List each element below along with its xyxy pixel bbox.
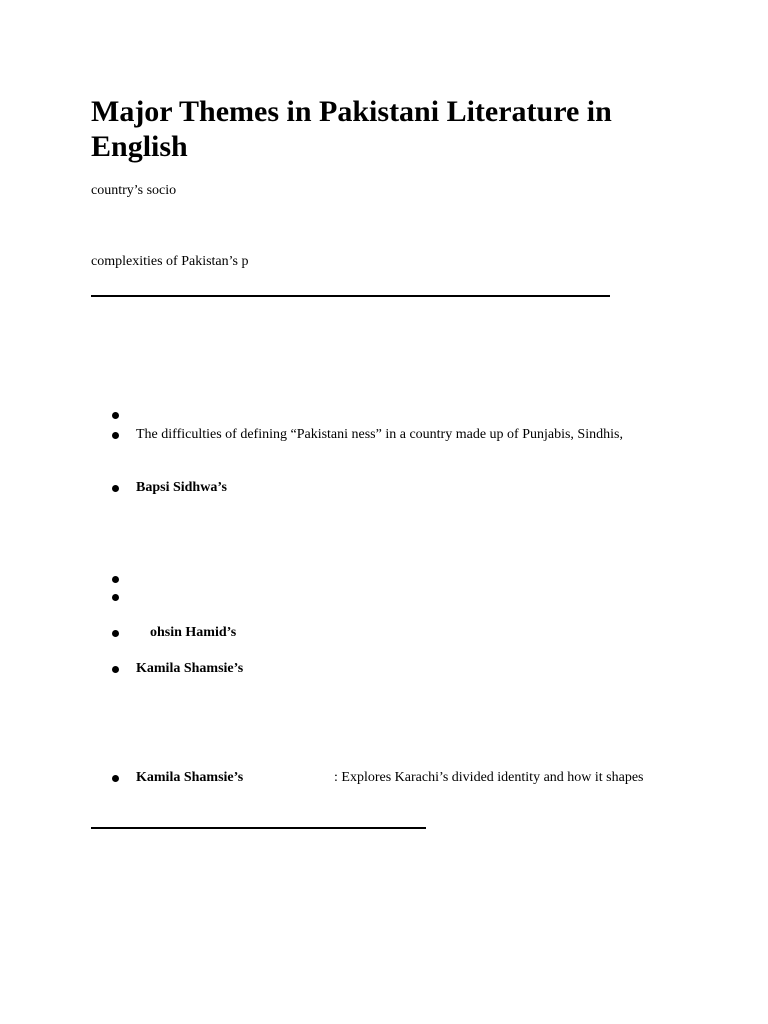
bullet-icon: [112, 630, 119, 637]
horizontal-rule: [91, 295, 610, 297]
horizontal-rule: [91, 827, 426, 829]
bullet-icon: [112, 576, 119, 583]
author-name: Bapsi Sidhwa’s: [136, 480, 227, 495]
bullet-icon: [112, 485, 119, 492]
author-name: ohsin Hamid’s: [150, 625, 237, 640]
bullet-icon: [112, 432, 119, 439]
bullet-icon: [112, 594, 119, 601]
list-item-text: The difficulties of defining “Pakistani ness” in a country made up of Punjabis, Sindhis,: [136, 427, 623, 442]
author-name: Kamila Shamsie’s: [136, 661, 244, 676]
list-item-text: : Explores Karachi’s divided identity and how it shapes: [334, 770, 644, 785]
author-name: Kamila Shamsie’s: [136, 770, 244, 785]
document-title: Major Themes in Pakistani Literature in English: [91, 95, 612, 163]
bullet-icon: [112, 775, 119, 782]
paragraph-text: country’s socio: [91, 183, 177, 198]
bullet-icon: [112, 412, 119, 419]
bullet-icon: [112, 666, 119, 673]
paragraph-text: complexities of Pakistan’s p: [91, 254, 249, 269]
